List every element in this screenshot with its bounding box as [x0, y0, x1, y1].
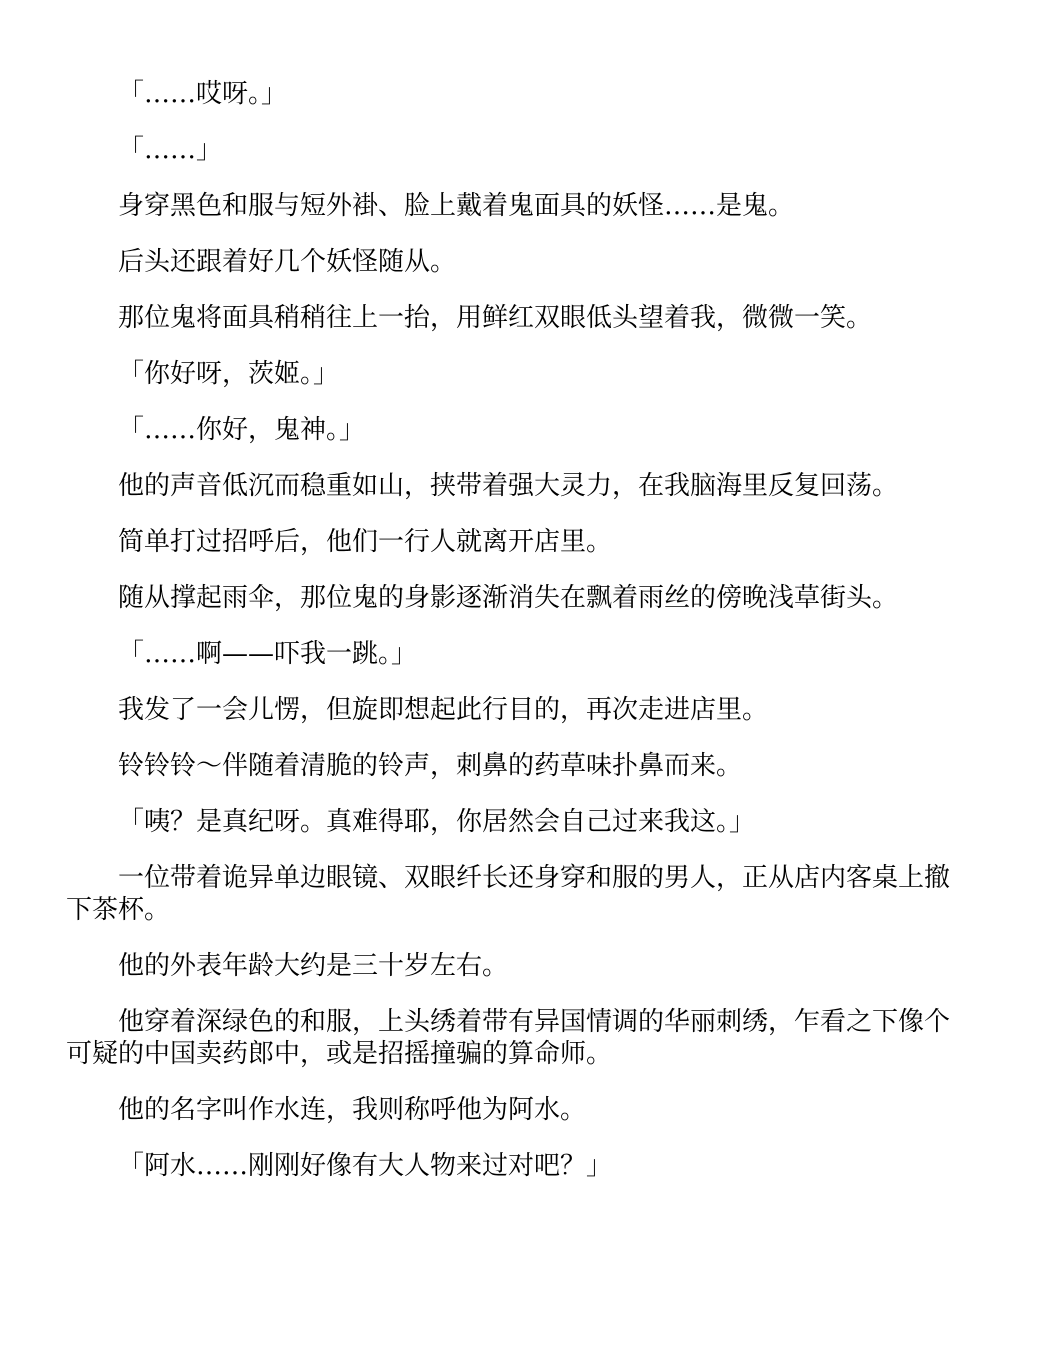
paragraph: 那位鬼将面具稍稍往上一抬，用鲜红双眼低头望着我，微微一笑。 [118, 303, 873, 333]
paragraph: 他的名字叫作水连，我则称呼他为阿水。 [118, 1095, 587, 1125]
paragraph: 铃铃铃～伴随着清脆的铃声，刺鼻的药草味扑鼻而来。 [118, 751, 743, 781]
paragraph: 随从撑起雨伞，那位鬼的身影逐渐消失在飘着雨丝的傍晚浅草街头。 [118, 583, 899, 613]
paragraph: 「……」 [118, 135, 223, 165]
paragraph: 「你好呀，茨姬。」 [118, 359, 340, 389]
paragraph: 简单打过招呼后，他们一行人就离开店里。 [118, 527, 613, 557]
paragraph: 他穿着深绿色的和服，上头绣着带有异国情调的华丽刺绣，乍看之下像个可疑的中国卖药郎中，或是招摇撞骗的算命师。 [66, 1007, 951, 1069]
paragraph: 「……哎呀。」 [118, 79, 288, 109]
paragraph: 「……啊——吓我一跳。」 [118, 639, 418, 669]
paragraph: 身穿黑色和服与短外褂、脸上戴着鬼面具的妖怪……是鬼。 [118, 191, 795, 221]
paragraph: 「咦？是真纪呀。真难得耶，你居然会自己过来我这。」 [118, 807, 756, 837]
paragraph: 我发了一会儿愣，但旋即想起此行目的，再次走进店里。 [118, 695, 769, 725]
paragraph: 后头还跟着好几个妖怪随从。 [118, 247, 457, 277]
paragraph: 「……你好，鬼神。」 [118, 415, 366, 445]
paragraph: 一位带着诡异单边眼镜、双眼纤长还身穿和服的男人，正从店内客桌上撤下茶杯。 [66, 863, 951, 925]
paragraph: 「阿水……刚刚好像有大人物来过对吧？」 [118, 1151, 613, 1181]
paragraph: 他的外表年龄大约是三十岁左右。 [118, 951, 509, 981]
paragraph: 他的声音低沉而稳重如山，挟带着强大灵力，在我脑海里反复回荡。 [118, 471, 899, 501]
